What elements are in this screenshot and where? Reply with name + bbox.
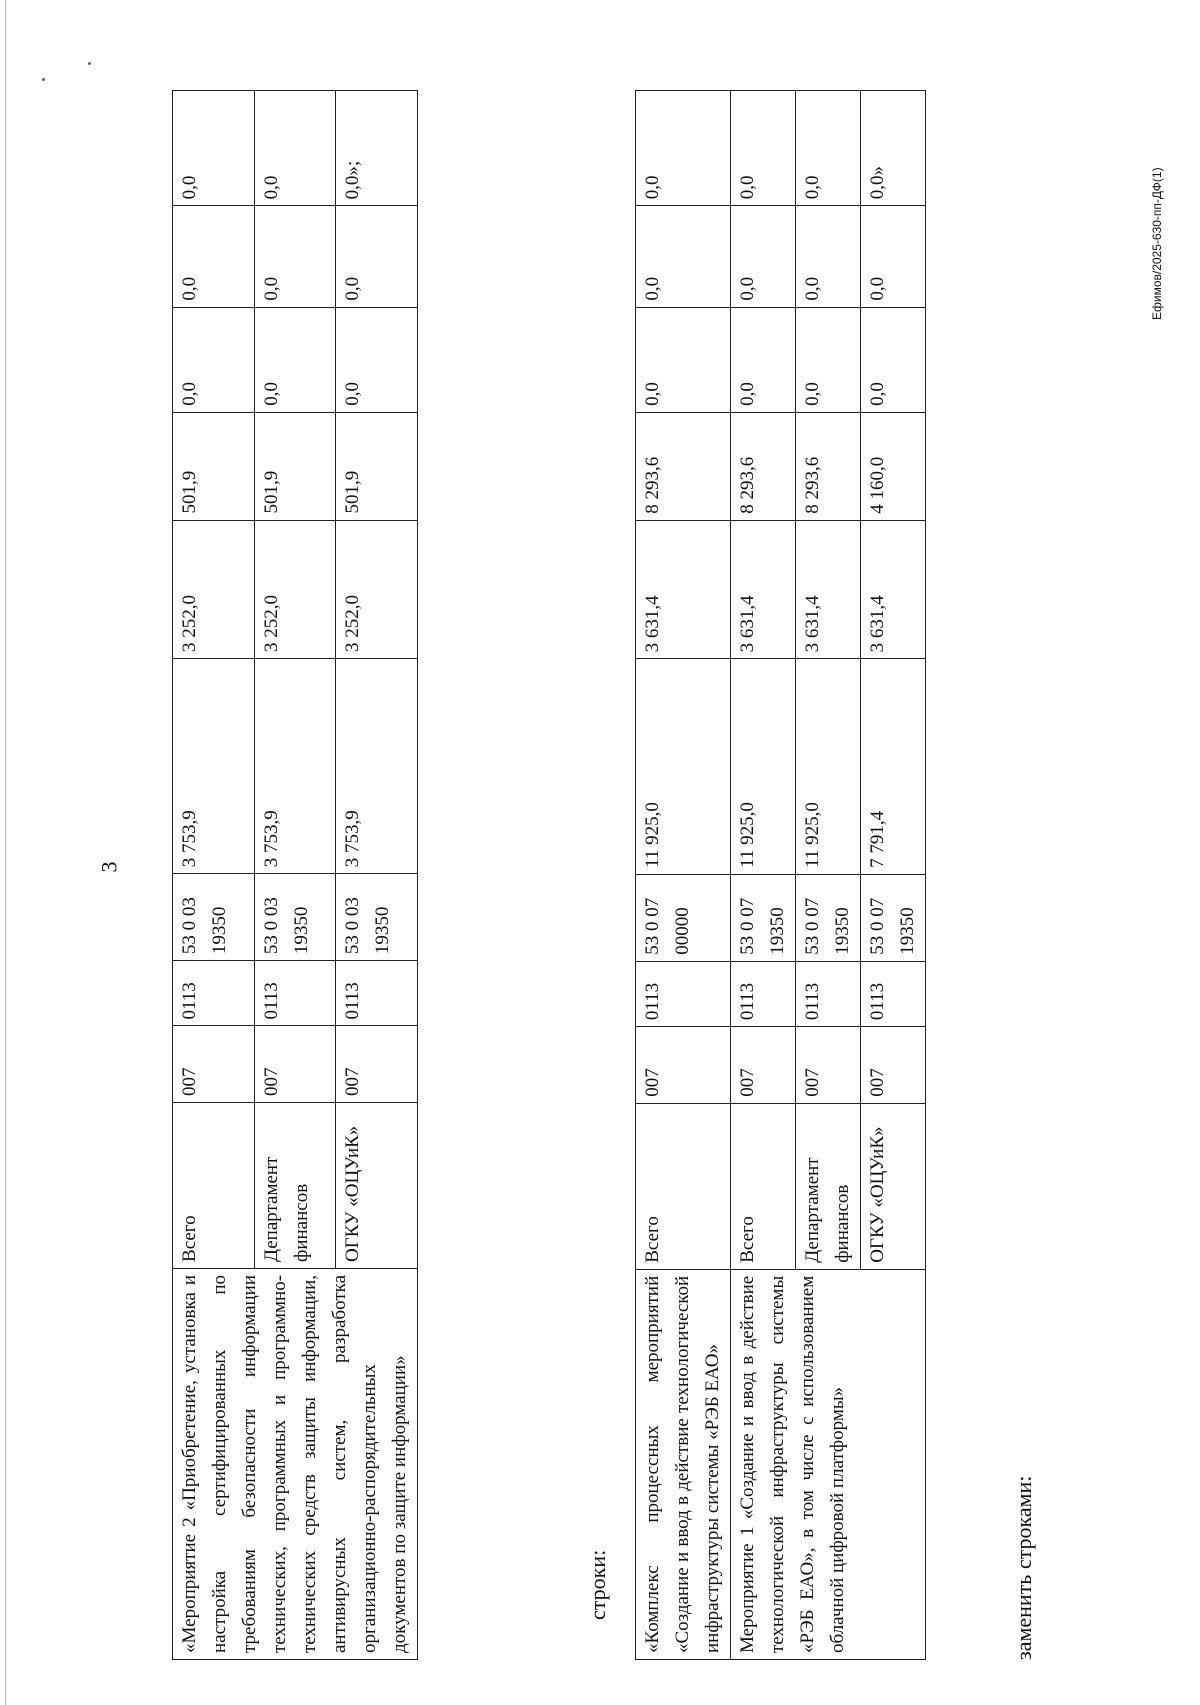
section-cell: 0113 bbox=[796, 961, 861, 1026]
target-article-cell: 53 0 07 19350 bbox=[861, 874, 926, 961]
table-block-1 bbox=[172, 90, 418, 1660]
year4-cell: 0,0 bbox=[173, 206, 255, 307]
table-block-2 bbox=[635, 90, 926, 1660]
year5-cell: 0,0» bbox=[861, 91, 926, 206]
total-cell: 3 753,9 bbox=[336, 659, 418, 874]
table-row bbox=[636, 91, 731, 1660]
recipient-cell: Департамент финансов bbox=[796, 1103, 861, 1269]
year1-cell: 3 631,4 bbox=[861, 520, 926, 659]
grbs-cell: 007 bbox=[796, 1027, 861, 1104]
year4-cell: 0,0 bbox=[254, 206, 336, 307]
recipient-cell: Всего bbox=[731, 1103, 796, 1269]
section-cell: 0113 bbox=[636, 961, 731, 1026]
recipient-cell: Всего bbox=[636, 1103, 731, 1269]
year2-cell: 8 293,6 bbox=[731, 412, 796, 520]
year4-cell: 0,0 bbox=[731, 206, 796, 307]
table-row bbox=[731, 91, 796, 1660]
label-rows: строки: bbox=[585, 1549, 610, 1620]
year5-cell: 0,0 bbox=[731, 91, 796, 206]
scan-edge bbox=[5, 0, 6, 1705]
grbs-cell: 007 bbox=[861, 1027, 926, 1104]
total-cell: 11 925,0 bbox=[796, 659, 861, 875]
year5-cell: 0,0 bbox=[254, 91, 336, 206]
total-cell: 7 791,4 bbox=[861, 659, 926, 875]
scan-speck bbox=[42, 78, 45, 81]
target-article-cell: 53 0 07 19350 bbox=[796, 874, 861, 961]
target-article-cell: 53 0 07 19350 bbox=[731, 874, 796, 961]
target-article-cell: 53 0 03 19350 bbox=[254, 874, 336, 961]
page-number: 3 bbox=[96, 861, 122, 873]
section-cell: 0113 bbox=[254, 961, 336, 1026]
year4-cell: 0,0 bbox=[796, 206, 861, 307]
total-cell: 3 753,9 bbox=[173, 659, 255, 874]
event-description-cell: «Мероприятие 2 «Приобретение, установка и настройка сертифицированных по требованиям безопасности информации технических, программных и программно-технических средств защиты информации, антивирусных систем, разработка организационно-распорядительных документов по защите информации» bbox=[173, 1268, 418, 1659]
year4-cell: 0,0 bbox=[861, 206, 926, 307]
recipient-cell: Всего bbox=[173, 1103, 255, 1269]
event-description-cell: Мероприятие 1 «Создание и ввод в действие технологической инфраструктуры системы «РЭБ ЕАО», в том числе с использованием облачной цифровой платформы» bbox=[731, 1269, 926, 1659]
year1-cell: 3 631,4 bbox=[731, 520, 796, 659]
recipient-cell: ОГКУ «ОЦУиК» bbox=[336, 1103, 418, 1269]
year4-cell: 0,0 bbox=[336, 206, 418, 307]
rotated-page-content bbox=[172, 90, 1072, 1660]
year3-cell: 0,0 bbox=[636, 307, 731, 412]
year1-cell: 3 252,0 bbox=[173, 520, 255, 658]
grbs-cell: 007 bbox=[636, 1027, 731, 1104]
year4-cell: 0,0 bbox=[636, 206, 731, 307]
year2-cell: 501,9 bbox=[336, 412, 418, 520]
year5-cell: 0,0 bbox=[796, 91, 861, 206]
year2-cell: 501,9 bbox=[254, 412, 336, 520]
grbs-cell: 007 bbox=[731, 1027, 796, 1104]
recipient-cell: ОГКУ «ОЦУиК» bbox=[861, 1103, 926, 1269]
year2-cell: 8 293,6 bbox=[636, 412, 731, 520]
target-article-cell: 53 0 03 19350 bbox=[336, 874, 418, 961]
year1-cell: 3 631,4 bbox=[636, 520, 731, 659]
total-cell: 3 753,9 bbox=[254, 659, 336, 874]
event-description-cell: «Комплекс процессных мероприятий «Создание и ввод в действие технологической инфраструктуры системы «РЭБ ЕАО» bbox=[636, 1269, 731, 1659]
label-replace-with-rows: заменить строками: bbox=[1011, 1475, 1036, 1660]
grbs-cell: 007 bbox=[173, 1026, 255, 1103]
target-article-cell: 53 0 03 19350 bbox=[173, 874, 255, 961]
year3-cell: 0,0 bbox=[173, 307, 255, 412]
year3-cell: 0,0 bbox=[336, 307, 418, 412]
year3-cell: 0,0 bbox=[254, 307, 336, 412]
table-row bbox=[173, 91, 255, 1660]
year2-cell: 501,9 bbox=[173, 412, 255, 520]
total-cell: 11 925,0 bbox=[731, 659, 796, 875]
section-cell: 0113 bbox=[336, 961, 418, 1026]
recipient-cell: Департамент финансов bbox=[254, 1103, 336, 1269]
year1-cell: 3 631,4 bbox=[796, 520, 861, 659]
grbs-cell: 007 bbox=[254, 1026, 336, 1103]
year3-cell: 0,0 bbox=[731, 307, 796, 412]
year1-cell: 3 252,0 bbox=[254, 520, 336, 658]
section-cell: 0113 bbox=[731, 961, 796, 1026]
year5-cell: 0,0 bbox=[636, 91, 731, 206]
grbs-cell: 007 bbox=[336, 1026, 418, 1103]
target-article-cell: 53 0 07 00000 bbox=[636, 874, 731, 961]
scan-speck bbox=[88, 62, 91, 65]
year3-cell: 0,0 bbox=[861, 307, 926, 412]
year2-cell: 8 293,6 bbox=[796, 412, 861, 520]
section-cell: 0113 bbox=[173, 961, 255, 1026]
year1-cell: 3 252,0 bbox=[336, 520, 418, 658]
total-cell: 11 925,0 bbox=[636, 659, 731, 875]
year2-cell: 4 160,0 bbox=[861, 412, 926, 520]
year5-cell: 0,0 bbox=[173, 91, 255, 206]
year3-cell: 0,0 bbox=[796, 307, 861, 412]
year5-cell: 0,0»; bbox=[336, 91, 418, 206]
section-cell: 0113 bbox=[861, 961, 926, 1026]
document-id: Ефимов/2025-630-пп-ДФ(1) bbox=[1150, 167, 1164, 320]
